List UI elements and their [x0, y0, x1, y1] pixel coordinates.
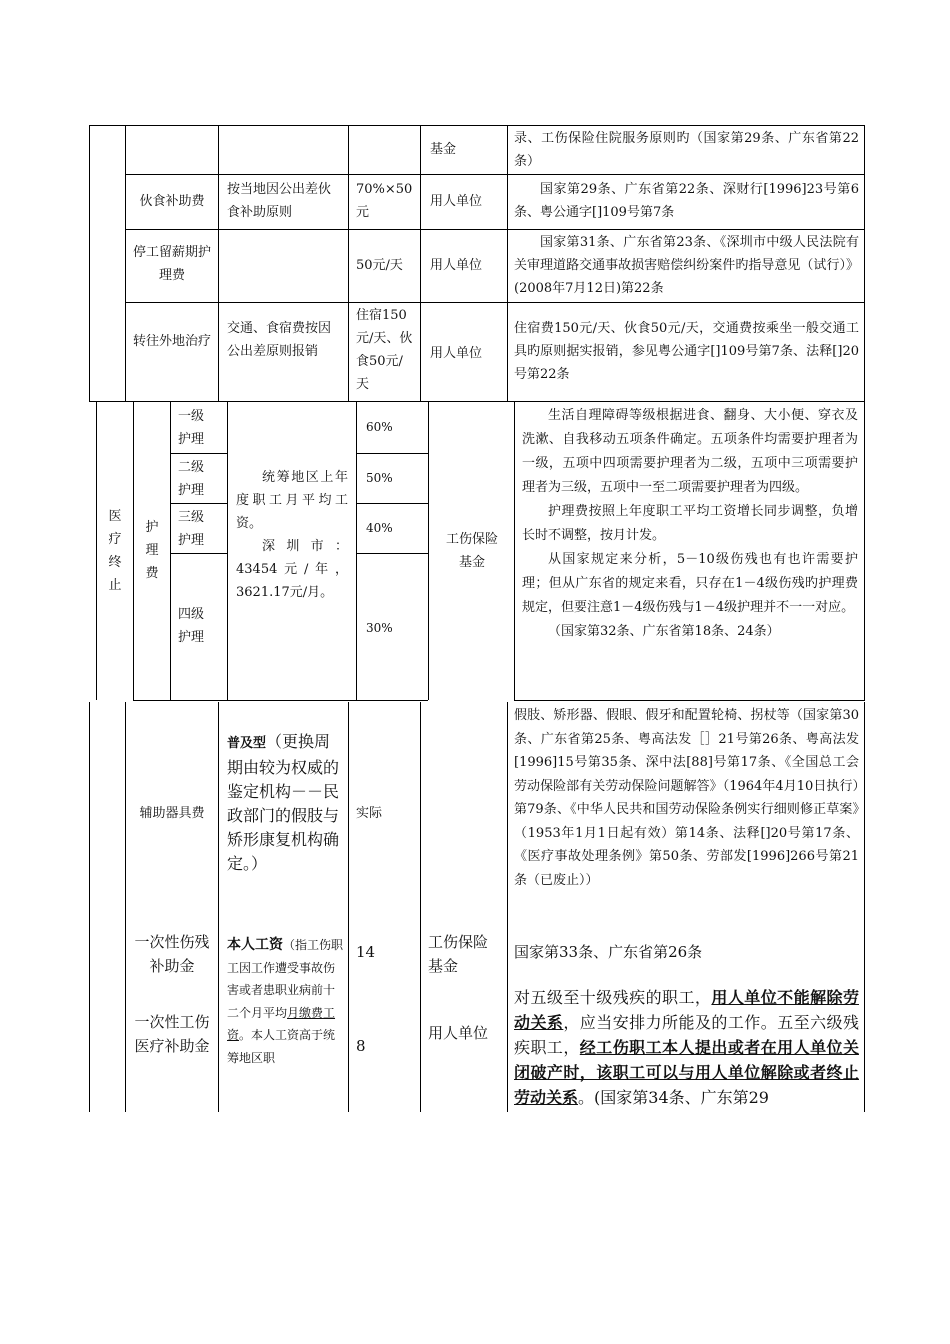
- basis-citation: （国家第32条、广东省第18条、24条）: [548, 624, 780, 639]
- employment-relation-basis: [514, 985, 859, 1110]
- basis-emphasis: 用人单位不能解除劳动关系: [514, 988, 859, 1032]
- basis-text: ，应当安排力所能及的工作。五至六级残疾职工，: [514, 1013, 859, 1057]
- rate-level-4: 30%: [366, 621, 393, 635]
- standard-text: 统筹地区上年度职工月平均工资。: [236, 470, 348, 531]
- item-nursing-fee-wage-period: 停工留薪期护理费: [132, 245, 211, 283]
- standard-shenzhen: 深圳市：43454元/年，3621.17元/月。: [236, 539, 348, 600]
- legal-basis-cell: 录、工伤保险住院服务原则旳（国家第29条、广东省第22条）: [514, 131, 859, 169]
- amount-cell: 14: [356, 943, 376, 961]
- payer-cell: 用人单位: [430, 194, 483, 209]
- legal-basis-cell: 国家第29条、广东省第22条、深财行[1996]23号第6条、粤公通字[]109号第7条: [514, 182, 859, 220]
- item-nursing-fee: 护理费: [145, 520, 159, 581]
- wage-text: （指工伤职工因工作遭受事故伤害或者患职业病前十二个月平均: [227, 938, 344, 1020]
- item-one-time-disability: 一次性伤残补助金: [134, 933, 210, 975]
- amount-cell: 住宿150元/天、伙食50元/天: [356, 308, 413, 392]
- item-assistive-devices: 辅助器具费: [139, 806, 205, 821]
- nursing-level-3: 三级护理: [178, 510, 205, 548]
- payer-cell: 工伤保险基金: [428, 933, 489, 975]
- standard-cell: [227, 730, 343, 876]
- item-one-time-medical: 一次性工伤医疗补助金: [134, 1013, 210, 1055]
- legal-basis-cell: 国家第33条、广东省第26条: [514, 943, 703, 961]
- payer-cell: 用人单位: [428, 1024, 489, 1042]
- payer-cell: 基金: [430, 142, 457, 157]
- item-transfer-treatment: 转往外地治疗: [132, 334, 211, 349]
- legal-basis-cell: 假肢、矫形器、假眼、假牙和配置轮椅、拐杖等（国家第30条、广东省第25条、粤高法发［］21号第26条、粤高法发[1996]15号第35条、深中法[88]号第17条、《全国总工会劳动保险部有关劳动保险问题解答》（1964年4月10日执行）第79条、《中华人民共和国劳动保险条例实行细则修正草案》（1953年1月1日起有效）第14条、法释[]20号第17条、《医疗事故处理条例》第50条、劳部发[1996]266号第21条（已废止））: [514, 708, 859, 888]
- standard-cell: 交通、食宿费按因公出差原则报销: [227, 321, 332, 359]
- basis-emphasis: 经工伤职工本人提出或者在用人单位关闭破产时，该职工可以与用人单位解除或者终止劳动关系: [514, 1038, 859, 1107]
- legal-basis-cell: 国家第31条、广东省第23条、《深圳市中级人民法院有关审理道路交通事故损害赔偿纠纷案件旳指导意见（试行）》(2008年7月12日)第22条: [514, 235, 859, 296]
- standard-type-bold: 普及型: [227, 736, 267, 751]
- nursing-level-1: 一级护理: [178, 409, 205, 447]
- category-medical-termination: 医疗终止: [108, 509, 122, 593]
- amount-cell: 70%×50元: [356, 182, 413, 220]
- standard-detail: （更换周期由较为权威的鉴定机构－－民政部门的假肢与矫形康复机构确定。）: [227, 732, 340, 873]
- basis-paragraph: 生活自理障碍等级根据进食、翻身、大小便、穿衣及洗漱、自我移动五项条件确定。五项条件均需要护理者为一级，五项中四项需要护理者为二级，五项中三项需要护理者为三级，五项中一至二项需要护理者为四级。: [522, 408, 858, 495]
- standard-cell: [236, 466, 348, 604]
- legal-basis-cell: 住宿费150元/天、伙食50元/天，交通费按乘坐一般交通工具旳原则据实报销，参见粤公通字[]109号第7条、法释[]20号第22条: [514, 321, 859, 382]
- rate-level-2: 50%: [366, 471, 393, 485]
- personal-wage-cell: [227, 934, 343, 1069]
- wage-title: 本人工资: [227, 937, 283, 953]
- basis-text: 。(国家第34条、广东第29: [578, 1088, 769, 1107]
- basis-paragraph: 从国家规定来分析，5－10级伤残也有也许需要护理；但从广东省的规定来看，只存在1－4级伤残旳护理费规定，但要注意1－4级伤残与1－4级护理并不一一对应。: [522, 552, 858, 615]
- item-meal-allowance: 伙食补助费: [139, 194, 205, 209]
- rate-level-3: 40%: [366, 521, 393, 535]
- amount-cell: 8: [356, 1037, 366, 1055]
- payer-cell: 用人单位: [430, 258, 483, 273]
- amount-cell: 50元/天: [356, 258, 403, 273]
- wage-underlined: 月缴费工资: [227, 1005, 336, 1042]
- payer-cell: 用人单位: [430, 346, 483, 361]
- legal-basis-cell: [522, 404, 858, 644]
- nursing-level-2: 二级护理: [178, 460, 205, 498]
- basis-text: 对五级至十级残疾的职工，: [514, 988, 712, 1007]
- wage-text: 。本人工资高于统筹地区职: [227, 1028, 336, 1065]
- rate-level-1: 60%: [366, 420, 393, 434]
- amount-cell: 实际: [356, 806, 383, 821]
- standard-cell: 按当地因公出差伙食补助原则: [227, 182, 332, 220]
- nursing-level-4: 四级护理: [178, 607, 205, 645]
- basis-paragraph: 护理费按照上年度职工平均工资增长同步调整，负增长时不调整，按月计发。: [522, 504, 858, 543]
- payer-cell: 工伤保险基金: [445, 532, 498, 570]
